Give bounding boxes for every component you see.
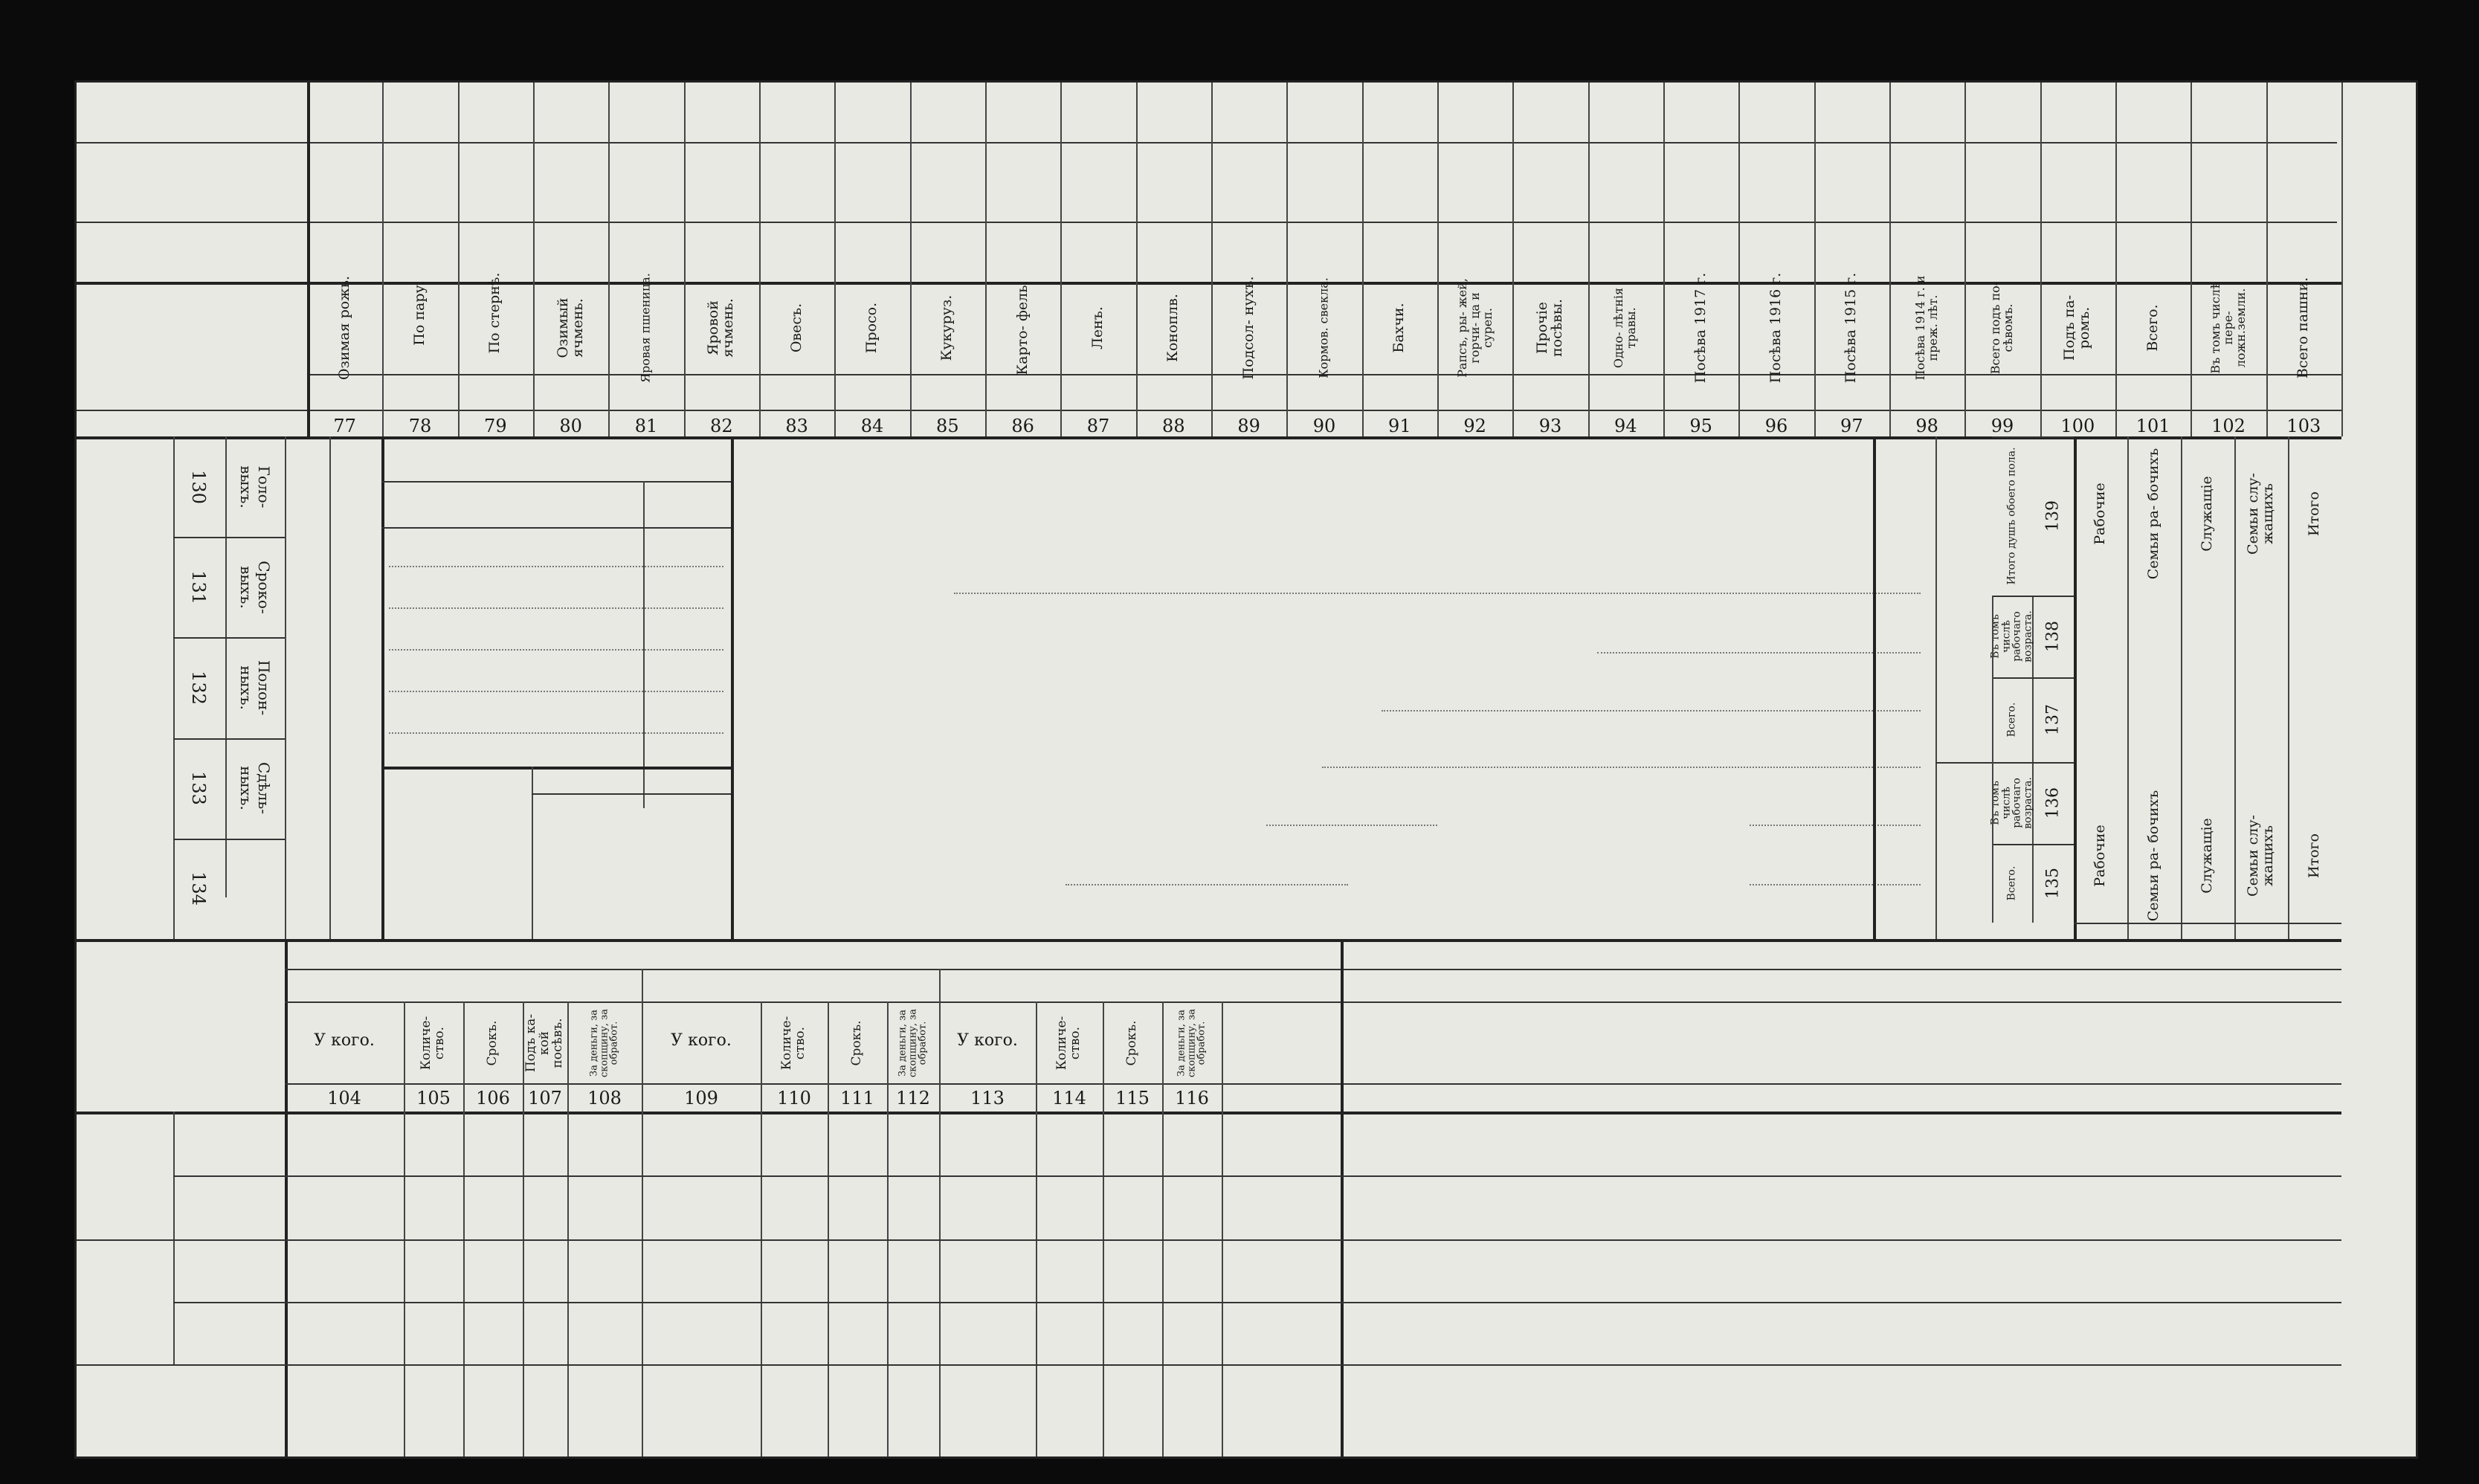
population-col-number: 139: [2043, 500, 2063, 532]
crop-col-number: 92: [1463, 416, 1486, 436]
lease-col-number: 113: [970, 1088, 1005, 1109]
crop-col-label: Яровой ячмень.: [705, 298, 737, 358]
crop-col-number: 95: [1689, 416, 1712, 436]
worker-col-label: Голо- выхъ.: [237, 465, 273, 509]
worker-col-label: Сдѣль- ныхъ.: [237, 762, 273, 815]
crop-col-label: Коноплв.: [1164, 294, 1182, 362]
crop-col-number: 103: [2286, 416, 2321, 436]
crop-col-number: 88: [1162, 416, 1185, 436]
crop-col-label: Всего пашни.: [2295, 277, 2312, 379]
worker-col-number: 131: [188, 570, 209, 604]
staff-col-label-bottom: Рабочие: [2092, 825, 2109, 887]
crop-col-label: Просо.: [863, 302, 880, 354]
population-col-number: 136: [2043, 787, 2063, 819]
lease-col-number: 108: [587, 1088, 622, 1109]
crop-col-label: Въ томъ числѣ пере- ложн.земли.: [2208, 282, 2248, 374]
crop-col-label: Одно- лѣтнія травы.: [1611, 287, 1639, 369]
crop-col-number: 93: [1538, 416, 1562, 436]
lease-col-label: Количе- ство.: [419, 1016, 447, 1071]
crop-col-label: Посѣва 1917 г.: [1692, 272, 1709, 384]
census-card-sheet: [74, 80, 2418, 1459]
worker-col-number: 134: [188, 871, 209, 906]
lease-col-label: Срокъ.: [849, 1020, 865, 1066]
worker-col-number: 133: [188, 771, 209, 806]
crop-col-label: Посѣва 1914 г. и преж. лѣт.: [1912, 275, 1940, 381]
lease-col-number: 110: [777, 1088, 811, 1109]
crop-col-label: Всего.: [2144, 304, 2161, 352]
staff-col-label-bottom: Служащіе: [2199, 818, 2216, 894]
population-col-number: 137: [2043, 704, 2063, 735]
population-col-label: Всего.: [2005, 702, 2018, 738]
crop-col-number: 83: [785, 416, 808, 436]
staff-col-label-bottom: Семьи ра- бочихъ: [2145, 790, 2162, 922]
lease-col-label: У кого.: [314, 1031, 375, 1050]
staff-col-label-top: Служащіе: [2199, 476, 2216, 552]
crop-col-label: Посѣва 1915 г.: [1843, 272, 1860, 384]
worker-col-label: Полон- ныхъ.: [237, 659, 273, 716]
lease-col-number: 109: [684, 1088, 718, 1109]
lease-col-label: Подъ ка- кой посѣвъ.: [523, 1013, 565, 1073]
crop-col-label: Подъ па- ромъ.: [2061, 294, 2093, 361]
crop-col-label: Ленъ.: [1089, 306, 1106, 349]
crop-col-label: Бахчи.: [1390, 303, 1408, 353]
crop-col-label: Подсол- нухъ.: [1240, 276, 1257, 380]
crop-col-number: 82: [710, 416, 733, 436]
lease-col-label: У кого.: [957, 1031, 1018, 1050]
crop-col-number: 90: [1312, 416, 1336, 436]
crop-col-label: Кукуруз.: [938, 294, 955, 361]
crop-col-label: Карто- фель.: [1013, 280, 1031, 375]
lease-col-label: Срокъ.: [1124, 1020, 1140, 1066]
crop-col-number: 86: [1011, 416, 1034, 436]
crop-col-number: 98: [1915, 416, 1938, 436]
population-col-label: Въ томъ числѣ рабочаго возраста.: [1989, 777, 2034, 829]
crop-col-number: 84: [860, 416, 884, 436]
lease-col-label: Количе- ство.: [1054, 1016, 1083, 1071]
lease-col-label: За деньги, за скопщину, за обработ.: [588, 1008, 620, 1078]
lease-col-number: 107: [528, 1088, 562, 1109]
crop-col-number: 77: [333, 416, 356, 436]
staff-col-label-bottom: Семьи слу- жащихъ: [2245, 815, 2276, 897]
lease-col-number: 105: [416, 1088, 451, 1109]
worker-col-number: 132: [188, 671, 209, 705]
crop-col-number: 94: [1614, 416, 1637, 436]
lease-col-label: Количе- ство.: [779, 1016, 807, 1071]
population-col-number: 138: [2043, 621, 2063, 652]
crop-col-number: 89: [1237, 416, 1260, 436]
population-col-label: Итого душъ обоего пола.: [2005, 447, 2018, 585]
lease-col-label: За деньги, за скопщину, за обработ.: [1176, 1008, 1208, 1078]
lease-col-label: У кого.: [671, 1031, 732, 1050]
crop-col-label: Посѣва 1916 г.: [1767, 272, 1785, 384]
crop-col-number: 99: [1990, 416, 2014, 436]
staff-col-label-bottom: Итого: [2306, 833, 2323, 878]
crop-col-number: 80: [559, 416, 582, 436]
crop-col-number: 85: [936, 416, 959, 436]
lease-col-number: 115: [1115, 1088, 1150, 1109]
crop-col-label: Овесъ.: [787, 303, 805, 353]
lease-col-label: За деньги, за скопщину, за обработ.: [897, 1008, 929, 1078]
lease-col-number: 106: [476, 1088, 510, 1109]
lease-col-label: Срокъ.: [485, 1020, 500, 1066]
population-col-label: Всего.: [2005, 865, 2018, 901]
crop-col-label: Рапсъ, ры- жей, горчи- ца и суреп.: [1454, 278, 1495, 378]
population-col-number: 135: [2043, 868, 2063, 899]
crop-col-number: 78: [408, 416, 432, 436]
crop-col-number: 91: [1388, 416, 1411, 436]
staff-col-label-top: Рабочие: [2092, 483, 2109, 545]
crop-col-label: Озимая рожь.: [335, 275, 352, 381]
crop-col-label: Всего подъ по- сѣвомъ.: [1988, 281, 2015, 375]
crop-col-number: 81: [634, 416, 658, 436]
lease-col-number: 111: [840, 1088, 874, 1109]
lease-col-number: 116: [1175, 1088, 1209, 1109]
crop-col-number: 79: [484, 416, 507, 436]
lease-col-number: 114: [1052, 1088, 1086, 1109]
crop-col-label: Яровая пшеница.: [638, 273, 653, 383]
staff-col-label-top: Семьи ра- бочихъ: [2145, 448, 2162, 580]
crop-col-label: Кормов. свекла.: [1316, 277, 1331, 378]
worker-col-label: Сроко- выхъ.: [237, 561, 273, 614]
crop-col-number: 87: [1086, 416, 1110, 436]
crop-col-label: По стернѣ.: [486, 272, 503, 354]
crop-col-number: 97: [1840, 416, 1863, 436]
crop-col-number: 101: [2135, 416, 2170, 436]
lease-col-number: 112: [896, 1088, 930, 1109]
crop-col-number: 102: [2211, 416, 2246, 436]
worker-col-number: 130: [188, 469, 209, 504]
crop-col-number: 100: [2060, 416, 2095, 436]
crop-col-label: Прочіе посѣвы.: [1534, 298, 1565, 358]
staff-col-label-top: Итого: [2306, 491, 2323, 536]
crop-col-number: 96: [1764, 416, 1788, 436]
crop-col-label: Озимый ячмень.: [554, 297, 586, 358]
population-col-label: Въ томъ числѣ рабочаго возраста.: [1989, 610, 2034, 662]
staff-col-label-top: Семьи слу- жащихъ: [2245, 473, 2276, 555]
crop-col-label: По пару.: [411, 280, 428, 346]
lease-col-number: 104: [327, 1088, 361, 1109]
